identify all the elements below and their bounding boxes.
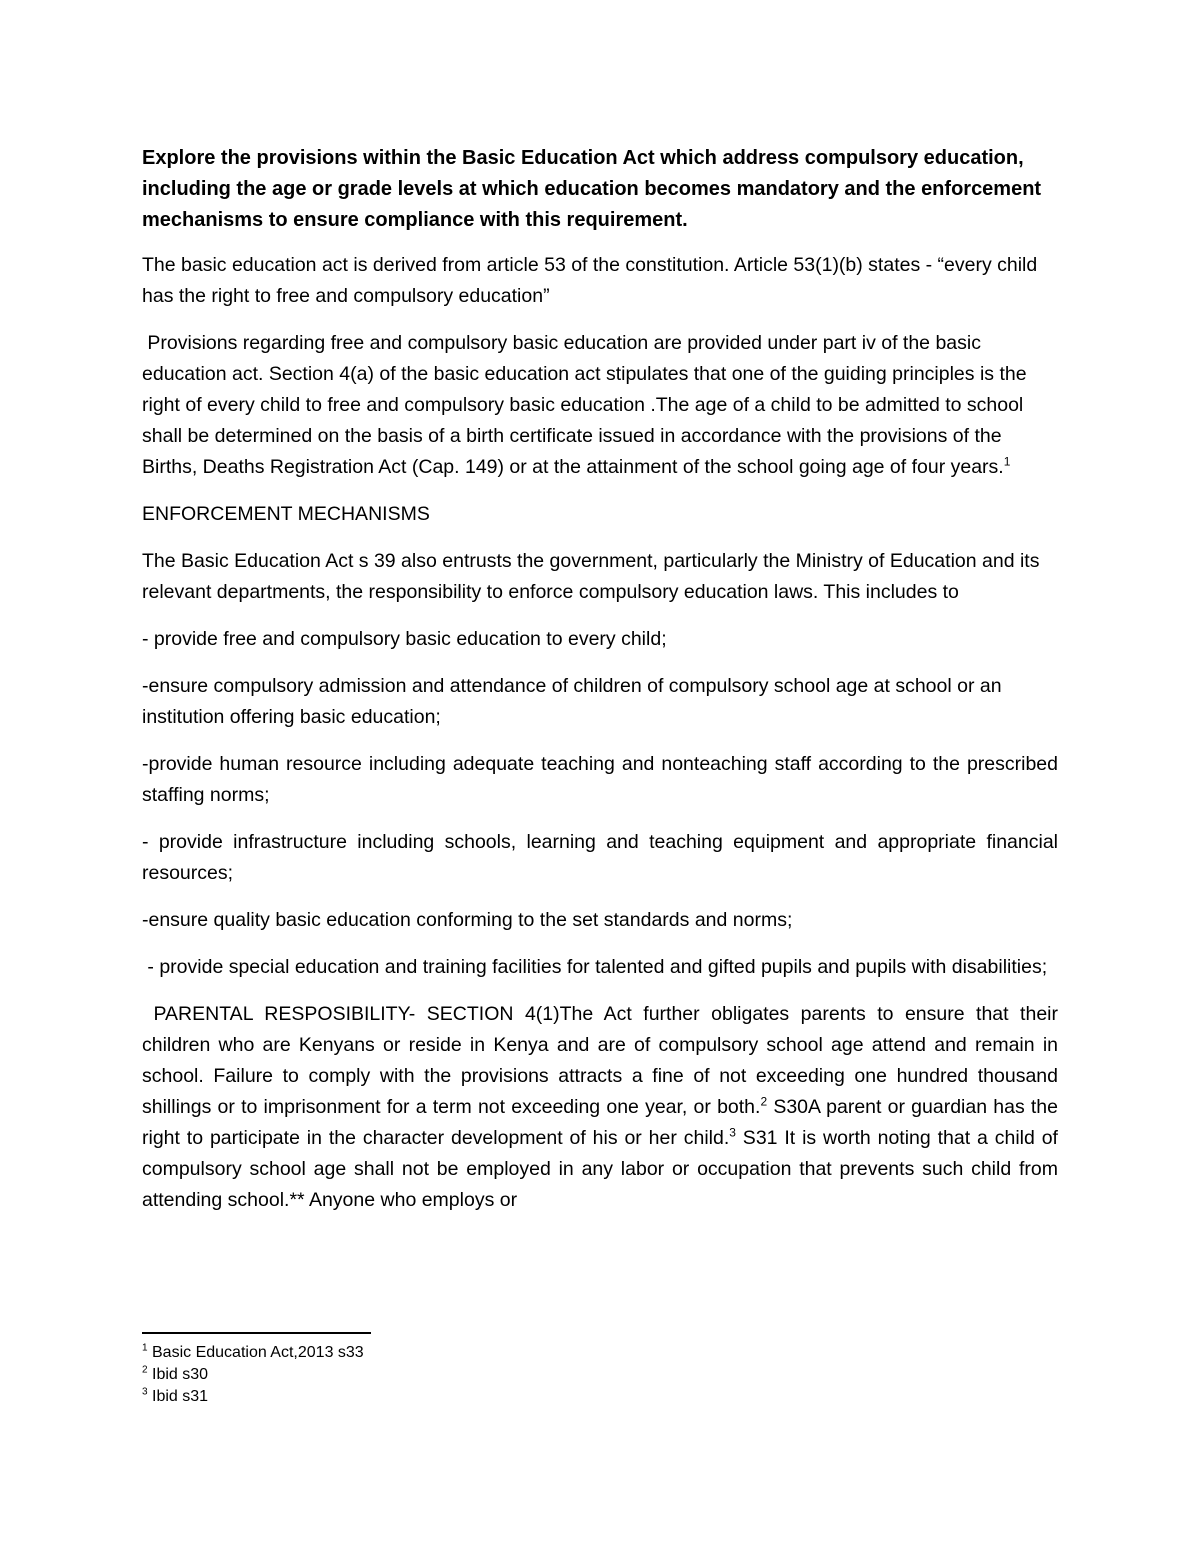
footnote-ref-2[interactable]: 2	[760, 1094, 768, 1109]
list-item: -ensure quality basic education conforming to the set standards and norms;	[142, 909, 793, 931]
paragraph-constitution: The basic education act is derived from article 53 of the constitution. Article 53(1)(b) states - “every child has the right to free and compulsory education”	[142, 254, 1038, 307]
heading-enforcement: ENFORCEMENT MECHANISMS	[142, 503, 430, 525]
paragraph-parental-text-c: S31 It is worth noting that a child of compulsory school age shall not be employed in any labor or occupation that prevents such child from attending school.** Anyone who employs or	[142, 1127, 1058, 1211]
footnote-text: Basic Education Act,2013 s33	[147, 1344, 364, 1361]
paragraph-parental	[142, 999, 1058, 1216]
list-item: - provide special education and training facilities for talented and gifted pupils and pupils with disabilities;	[142, 956, 1048, 978]
footnote	[142, 1386, 742, 1408]
footnote-ref-3[interactable]: 3	[729, 1125, 736, 1140]
list-item: - provide infrastructure including schools, learning and teaching equipment and appropriate financial resources;	[142, 831, 1058, 884]
footnote-text: Ibid s30	[147, 1366, 209, 1383]
footnote	[142, 1364, 742, 1386]
footnote-number: 1	[142, 1342, 148, 1354]
list-item: - provide free and compulsory basic education to every child;	[142, 628, 667, 650]
document-body	[142, 143, 1058, 1232]
footnote-ref-1[interactable]: 1	[1003, 454, 1011, 469]
paragraph-parental-text-a: PARENTAL RESPOSIBILITY- SECTION 4(1)The Act further obligates parents to ensure that their children who are Kenyans or reside in Kenya and are of compulsory school age attend and remain in school. Failure to comply with the provisions attracts a fine of not exceeding one hundred thousand shillings or to imprisonment for a term not exceeding one year, or both.	[142, 1003, 1058, 1118]
paragraph-parental-text-b: S30A parent or guardian has the right to participate in the character development of his or her child.	[142, 1096, 1058, 1149]
paragraph-provisions-text: Provisions regarding free and compulsory basic education are provided under part iv of the basic education act. Section 4(a) of the basic education act stipulates that one of the guiding principles is the right of every child to free and compulsory basic education .The age of a child to be admitted to school shall be determined on the basis of a birth certificate issued in accordance with the provisions of the Births, Deaths Registration Act (Cap. 149) or at the attainment of the school going age of four years.	[142, 332, 1027, 478]
list-item: -provide human resource including adequate teaching and nonteaching staff according to the prescribed staffing norms;	[142, 753, 1058, 806]
list-item: -ensure compulsory admission and attendance of children of compulsory school age at school or an institution offering basic education;	[142, 675, 1002, 728]
footnote-text: Ibid s31	[147, 1388, 209, 1405]
footnotes	[142, 1342, 742, 1408]
paragraph-enforcement: The Basic Education Act s 39 also entrusts the government, particularly the Ministry of Education and its relevant departments, the responsibility to enforce compulsory education laws. This includes to	[142, 550, 1040, 603]
footnote-number: 2	[142, 1364, 148, 1376]
footnote	[142, 1342, 742, 1364]
footnote-separator	[142, 1332, 371, 1334]
paragraph-provisions	[142, 328, 1058, 483]
footnote-number: 3	[142, 1386, 148, 1398]
document-title: Explore the provisions within the Basic Education Act which address compulsory education, including the age or grade levels at which education becomes mandatory and the enforcement mechanisms to ensure compliance with this requirement.	[142, 147, 1042, 231]
